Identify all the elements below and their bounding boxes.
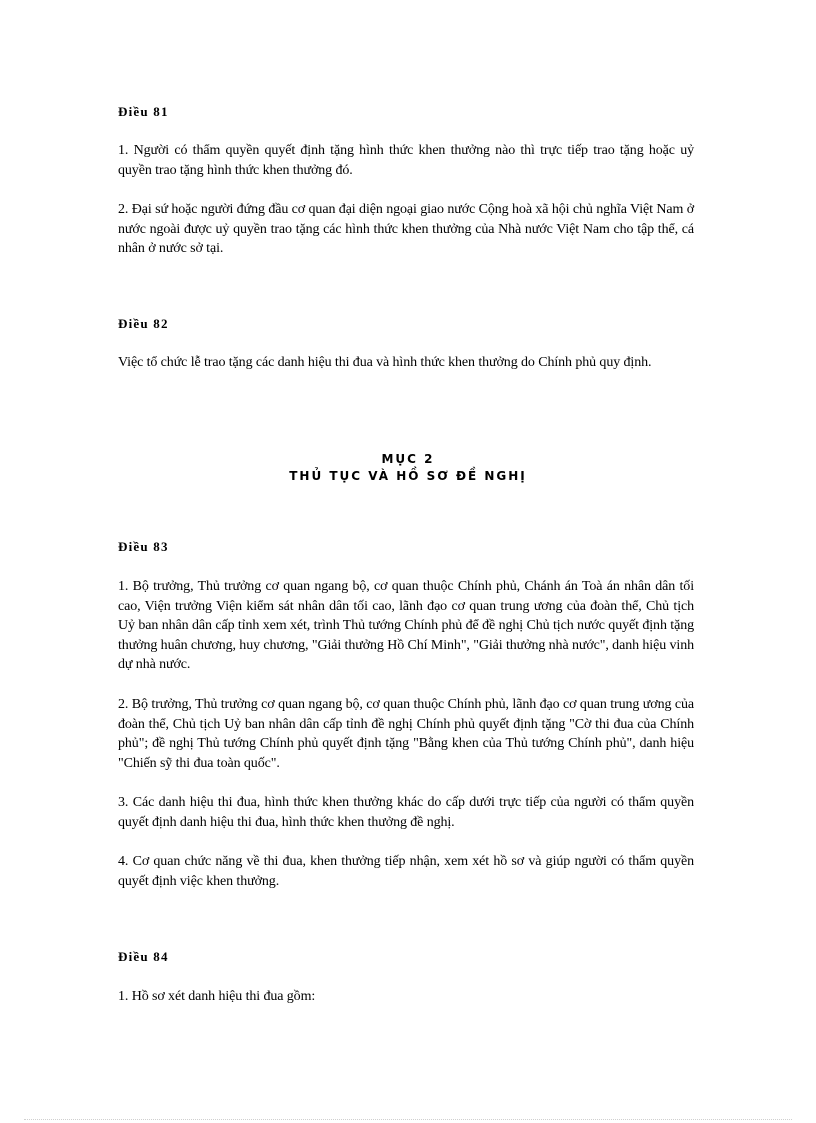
section-number: MỤC 2: [381, 452, 435, 466]
article-83-paragraph-4: 4. Cơ quan chức năng về thi đua, khen thưởng tiếp nhận, xem xét hồ sơ và giúp người có thẩm quyền quyết định việc khen thưởng.: [118, 854, 694, 889]
article-83-paragraph-2: 2. Bộ trưởng, Thủ trưởng cơ quan ngang bộ, cơ quan thuộc Chính phủ, lãnh đạo cơ quan trung ương của đoàn thể, Chủ tịch Uỷ ban nhân dân cấp tỉnh đề nghị Chính phủ quyết định tặng "Cờ thi đua của Chính phủ"; đề nghị Thủ tướng Chính phủ quyết định tặng "Bằng khen của Thủ tướng Chính phủ", danh hiệu "Chiến sỹ thi đua toàn quốc".: [118, 697, 694, 771]
article-81-paragraph-2: 2. Đại sứ hoặc người đứng đầu cơ quan đại diện ngoại giao nước Cộng hoà xã hội chủ nghĩa Việt Nam ở nước ngoài được uỷ quyền trao tặng các hình thức khen thưởng của Nhà nước Việt Nam cho tập thể, cá nhân ở nước sở tại.: [118, 202, 694, 257]
article-83-paragraph-3: 3. Các danh hiệu thi đua, hình thức khen thưởng khác do cấp dưới trực tiếp của người có thẩm quyền quyết định danh hiệu thi đua, hình thức khen thưởng đề nghị.: [118, 795, 694, 830]
article-84-heading: Điều 84: [118, 949, 169, 964]
article-81-heading: Điều 81: [118, 104, 169, 119]
section-title: THỦ TỤC VÀ HỒ SƠ ĐỀ NGHỊ: [289, 469, 527, 483]
article-82-paragraph-1: Việc tổ chức lễ trao tặng các danh hiệu thi đua và hình thức khen thưởng do Chính phủ quy định.: [118, 355, 652, 370]
article-82-heading: Điều 82: [118, 316, 169, 331]
page-bottom-divider: [24, 1119, 792, 1120]
article-83-heading: Điều 83: [118, 539, 169, 554]
article-83-paragraph-1: 1. Bộ trưởng, Thủ trưởng cơ quan ngang bộ, cơ quan thuộc Chính phủ, Chánh án Toà án nhân dân tối cao, Viện trưởng Viện kiểm sát nhân dân tối cao, lãnh đạo cơ quan trung ương của đoàn thể, Chủ tịch Uỷ ban nhân dân cấp tỉnh xem xét, trình Thủ tướng Chính phủ để đề nghị Chủ tịch nước quyết định tặng thưởng huân chương, huy chương, "Giải thưởng Hồ Chí Minh", "Giải thưởng nhà nước", danh hiệu vinh dự nhà nước.: [118, 579, 694, 673]
article-84-paragraph-1: 1. Hồ sơ xét danh hiệu thi đua gồm:: [118, 989, 316, 1004]
article-81-paragraph-1: 1. Người có thẩm quyền quyết định tặng hình thức khen thưởng nào thì trực tiếp trao tặng hoặc uỷ quyền trao tặng hình thức khen thưởng đó.: [118, 143, 694, 178]
